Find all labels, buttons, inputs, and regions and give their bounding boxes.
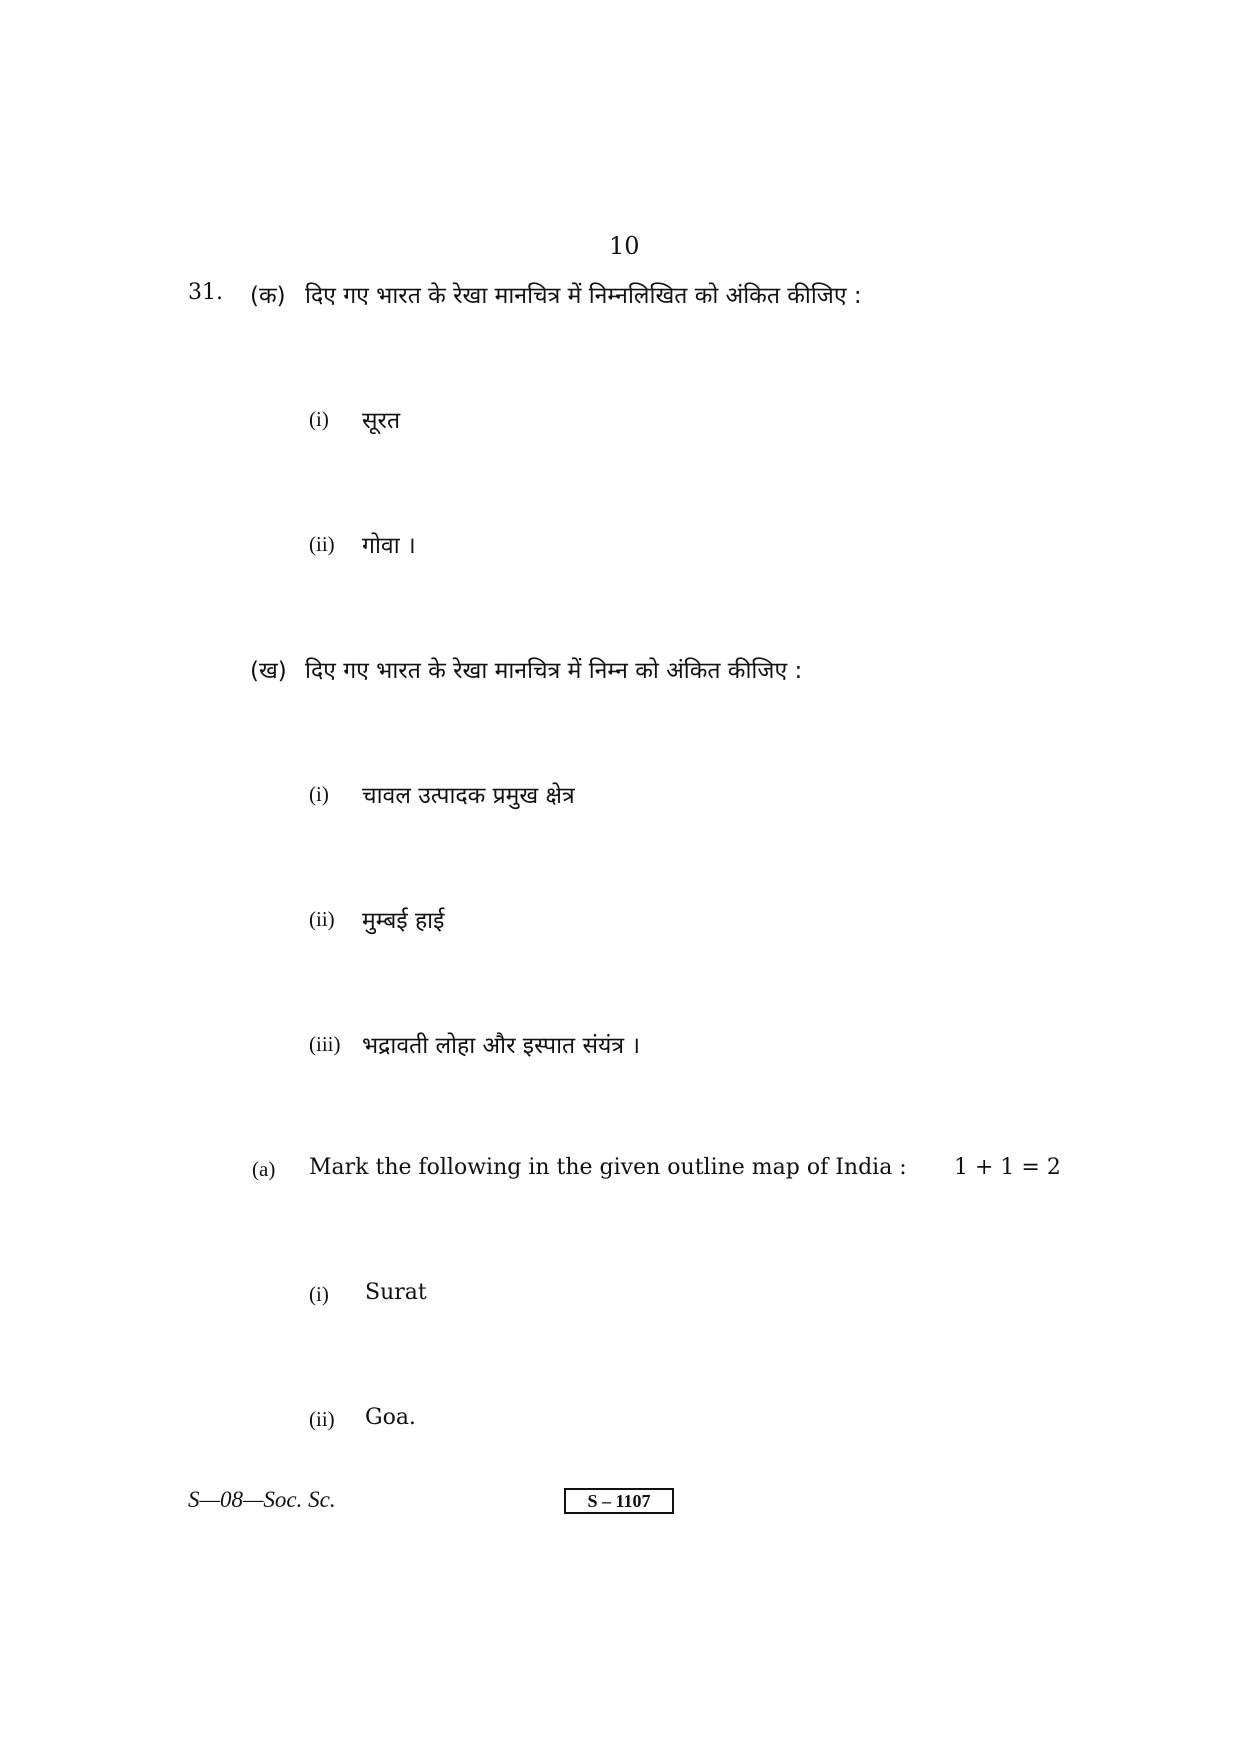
part-ka-item-1-text: सूरत — [362, 408, 401, 434]
footer-paper-code: S—08—Soc. Sc. — [188, 1487, 336, 1512]
footer-series-box: S – 1107 — [564, 1488, 674, 1514]
part-kha-item-3-num: (iii) — [309, 1032, 341, 1056]
part-a-item-2-num: (ii) — [309, 1407, 335, 1431]
part-kha-item-3-text: भद्रावती लोहा और इस्पात संयंत्र । — [362, 1033, 641, 1059]
part-a-marks: 1 + 1 = 2 — [954, 1155, 1061, 1180]
question-number: 31. — [188, 280, 223, 305]
part-ka-label: (क) — [250, 283, 286, 309]
part-a-item-1-num: (i) — [309, 1282, 329, 1306]
page-number: 10 — [609, 232, 640, 260]
part-kha-item-1-num: (i) — [309, 782, 329, 806]
part-ka-instruction: दिए गए भारत के रेखा मानचित्र में निम्नलिखित को अंकित कीजिए : — [305, 283, 862, 309]
part-a-item-1-text: Surat — [365, 1280, 427, 1305]
part-a-label: (a) — [252, 1157, 276, 1181]
part-kha-label: (ख) — [250, 658, 287, 684]
part-ka-item-2-text: गोवा । — [362, 533, 416, 559]
part-kha-item-2-text: मुम्बई हाई — [362, 908, 445, 934]
part-ka-item-1-num: (i) — [309, 407, 329, 431]
part-kha-item-1-text: चावल उत्पादक प्रमुख क्षेत्र — [362, 783, 575, 809]
part-a-instruction: Mark the following in the given outline map of India : — [309, 1155, 907, 1180]
part-a-item-2-text: Goa. — [365, 1405, 416, 1430]
part-kha-instruction: दिए गए भारत के रेखा मानचित्र में निम्न को अंकित कीजिए : — [305, 658, 803, 684]
part-kha-item-2-num: (ii) — [309, 907, 335, 931]
part-ka-item-2-num: (ii) — [309, 532, 335, 556]
